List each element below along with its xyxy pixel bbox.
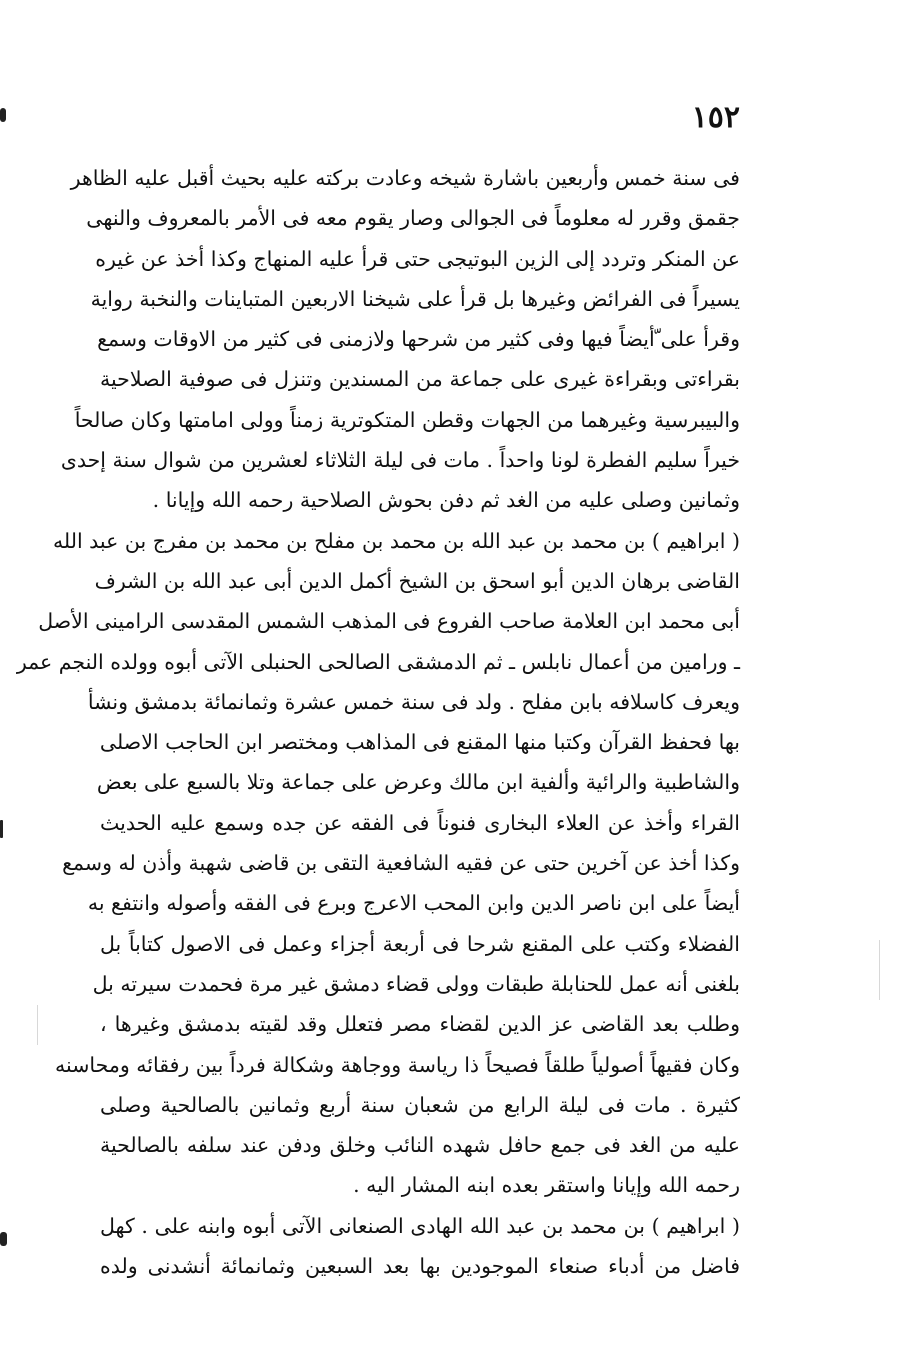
text-line: خيراً سليم الفطرة لونا واحداً . مات فى ليلة الثلاثاء لعشرين من شوال سنة إحدى: [60, 448, 740, 473]
entry-heading-line: ( ابراهيم ) بن محمد بن عبد الله الهادى الصنعانى الآتى أبوه وابنه على . كهل: [100, 1213, 740, 1238]
margin-mark: [0, 108, 6, 122]
text-line: بلغنى أنه عمل للحنابلة طبقات وولى قضاء دمشق غير مرة فحمدت سيرته بل: [92, 971, 740, 996]
text-line: القاضى برهان الدين أبو اسحق بن الشيخ أكمل الدين أبى عبد الله بن الشرف: [94, 568, 740, 593]
text-line: رحمه الله وإيانا واستقر بعده ابنه المشار اليه .: [353, 1173, 740, 1198]
text-line: والشاطبية والرائية وألفية ابن مالك وعرض على جماعة وتلا بالسبع على بعض: [96, 770, 740, 795]
scan-artifact-line: [879, 940, 880, 1000]
page-number: ١٥٢: [691, 100, 740, 135]
text-line: وكان فقيهاً أصولياً طلقاً فصيحاً ذا رياسة ووجاهة وشكالة فرداً بين رفقائه ومحاسنه: [55, 1052, 740, 1077]
scan-artifact-line: [37, 1005, 38, 1045]
text-line: أيضاً على ابن ناصر الدين وابن المحب الاعرج وبرع فى الفقه وأصوله وانتفع به: [87, 891, 740, 916]
text-line: وطلب بعد القاضى عز الدين لقضاء مصر فتعلل وقد لقيته بدمشق وغيرها ،: [100, 1012, 740, 1037]
text-line: يسيراً فى الفرائض وغيرها بل قرأ على شيخنا الاربعين المتباينات والنخبة رواية: [90, 286, 740, 311]
text-line: جقمق وقرر له معلوماً فى الجوالى وصار يقوم معه فى الأمر بالمعروف والنهى: [86, 206, 740, 231]
text-line: ـ ورامين من أعمال نابلس ـ ثم الدمشقى الصالحى الحنبلى الآتى أبوه وولده النجم عمر: [16, 649, 740, 674]
text-line: فى سنة خمس وأربعين باشارة شيخه وعادت بركته عليه بحيث أقبل عليه الظاهر: [70, 166, 740, 190]
text-line: ويعرف كاسلافه بابن مفلح . ولد فى سنة خمس عشرة وثمانمائة بدمشق ونشأ: [87, 689, 740, 714]
text-line: وقرأ على ّأيضاً فيها وفى كثير من شرحها ولازمنى فى كثير من الاوقات وسمع: [97, 327, 740, 352]
text-line: وثمانين وصلى عليه من الغد ثم دفن بحوش الصلاحية رحمه الله وإيانا .: [152, 488, 740, 513]
text-line: كثيرة . مات فى ليلة الرابع من شعبان سنة أربع وثمانين بالصالحية وصلى: [100, 1092, 740, 1117]
text-line: عليه من الغد فى جمع حافل شهده النائب وخلق ودفن عند سلفه بالصالحية: [100, 1133, 740, 1158]
text-line: وكذا أخذ عن آخرين حتى عن فقيه الشافعية التقى بن قاضى شهبة وأذن له وسمع: [62, 851, 740, 876]
text-line: والبيبرسية وغيرهما من الجهات وقطن المتكوترية زمناً وولى امامتها وكان صالحاً: [74, 407, 740, 432]
entry-heading-line: ( ابراهيم ) بن محمد بن عبد الله بن محمد بن مفلح بن محمد بن مفرج بن عبد الله: [52, 528, 740, 553]
text-line: فاضل من أدباء صنعاء الموجودين بها بعد السبعين وثمانمائة أنشدنى ولده: [100, 1254, 740, 1279]
text-line: القراء وأخذ عن العلاء البخارى فنوناً فى الفقه عن جده وسمع عليه الحديث: [100, 810, 740, 835]
text-line: الفضلاء وكتب على المقنع شرحا فى أربعة أجزاء وعمل فى الاصول كتاباً بل: [100, 931, 740, 956]
text-line: عن المنكر وتردد إلى الزين البوتيجى حتى قرأ عليه المنهاج وكذا أخذ عن غيره: [95, 246, 740, 271]
text-line: بها فحفظ القرآن وكتبا منها المقنع فى المذاهب ومختصر ابن الحاجب الاصلى: [99, 730, 740, 755]
margin-mark: [0, 820, 3, 838]
text-line: أبى محمد ابن العلامة صاحب الفروع فى المذهب الشمس المقدسى الرامينى الأصل: [38, 609, 740, 634]
text-line: بقراءتى وبقراءة غيرى على جماعة من المسندين وتنزل فى صوفية الصلاحية: [100, 367, 740, 392]
body-text: [16, 158, 740, 1286]
margin-mark: [0, 1232, 7, 1246]
